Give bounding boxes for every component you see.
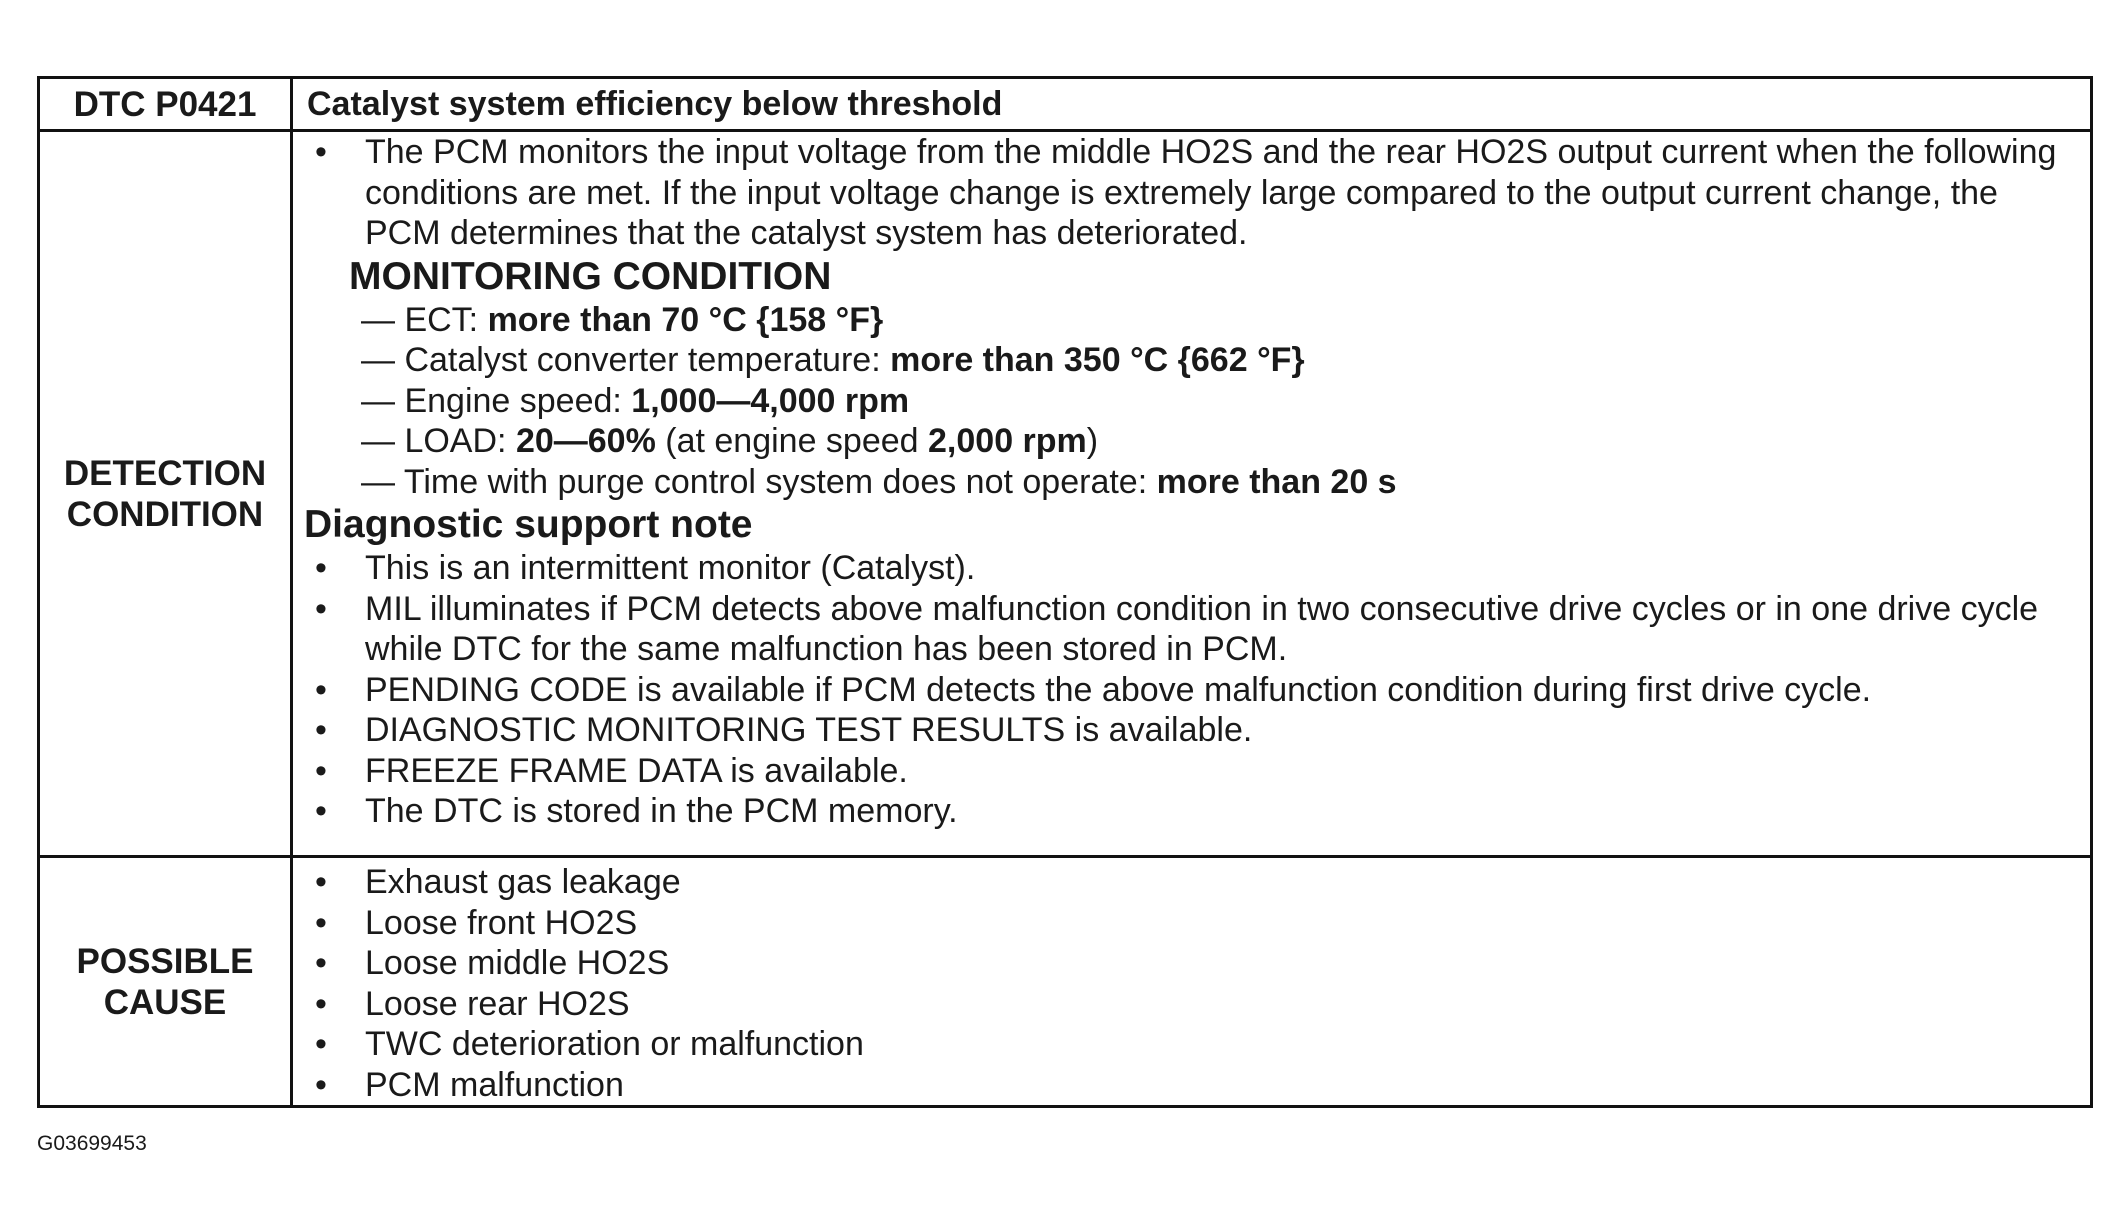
dtc-title-cell [293, 79, 2090, 129]
cause-item: • Loose middle HO2S [315, 944, 670, 982]
monitoring-conditions-list [293, 300, 2074, 503]
dtc-code: DTC P0421 [73, 84, 257, 124]
note-item: • The DTC is stored in the PCM memory. [315, 792, 958, 830]
condition-item: — Catalyst converter temperature: more than 350 °C {662 °F} [361, 341, 1305, 379]
possible-cause-label-line1: POSSIBLE [76, 941, 254, 981]
possible-cause-content-cell [293, 858, 2090, 1105]
detection-label-cell [40, 132, 290, 855]
note-item: • PENDING CODE is available if PCM detects the above malfunction condition during first drive cycle. [315, 670, 1872, 709]
cause-item: • Loose front HO2S [315, 903, 638, 942]
condition-item: — LOAD: 20—60% (at engine speed 2,000 rpm) [361, 422, 1099, 460]
condition-item: — Time with purge control system does not operate: more than 20 s [361, 462, 1397, 501]
condition-item: — ECT: more than 70 °C {158 °F} [361, 300, 884, 339]
dtc-title: Catalyst system efficiency below threshold [307, 84, 1003, 123]
diagnostic-support-title: Diagnostic support note [304, 503, 753, 546]
cause-item: • Exhaust gas leakage [315, 863, 681, 901]
dtc-code-cell [40, 79, 290, 129]
possible-cause-label-line2: CAUSE [103, 982, 227, 1022]
detection-content-cell [293, 132, 2090, 855]
note-item: • DIAGNOSTIC MONITORING TEST RESULTS is available. [315, 711, 1253, 749]
detection-intro: • The PCM monitors the input voltage from the middle HO2S and the rear HO2S output current when the following conditions are met. If the input voltage change is extremely large compared to the output current change, the PCM determines that the catalyst system has deteriorated. [315, 133, 2057, 252]
note-item: • This is an intermittent monitor (Catalyst). [315, 549, 976, 587]
dtc-table [37, 76, 2093, 1108]
monitoring-condition-title: MONITORING CONDITION [349, 254, 832, 298]
cause-item: • Loose rear HO2S [315, 984, 630, 1023]
note-item: • MIL illuminates if PCM detects above malfunction condition in two consecutive drive cycles or in one drive cycle while DTC for the same malfunction has been stored in PCM. [315, 589, 2039, 668]
possible-cause-label-cell [40, 858, 290, 1105]
condition-item: — Engine speed: 1,000—4,000 rpm [361, 381, 910, 420]
possible-cause-list [293, 858, 2090, 1105]
cause-item: • TWC deterioration or malfunction [315, 1025, 864, 1063]
detection-label-line1: DETECTION [63, 453, 267, 493]
note-item: • FREEZE FRAME DATA is available. [315, 751, 908, 790]
figure-id: G03699453 [37, 1132, 147, 1155]
diagnostic-notes-list [293, 548, 2074, 832]
detection-label-line2: CONDITION [66, 494, 264, 534]
cause-item: • PCM malfunction [315, 1065, 624, 1104]
